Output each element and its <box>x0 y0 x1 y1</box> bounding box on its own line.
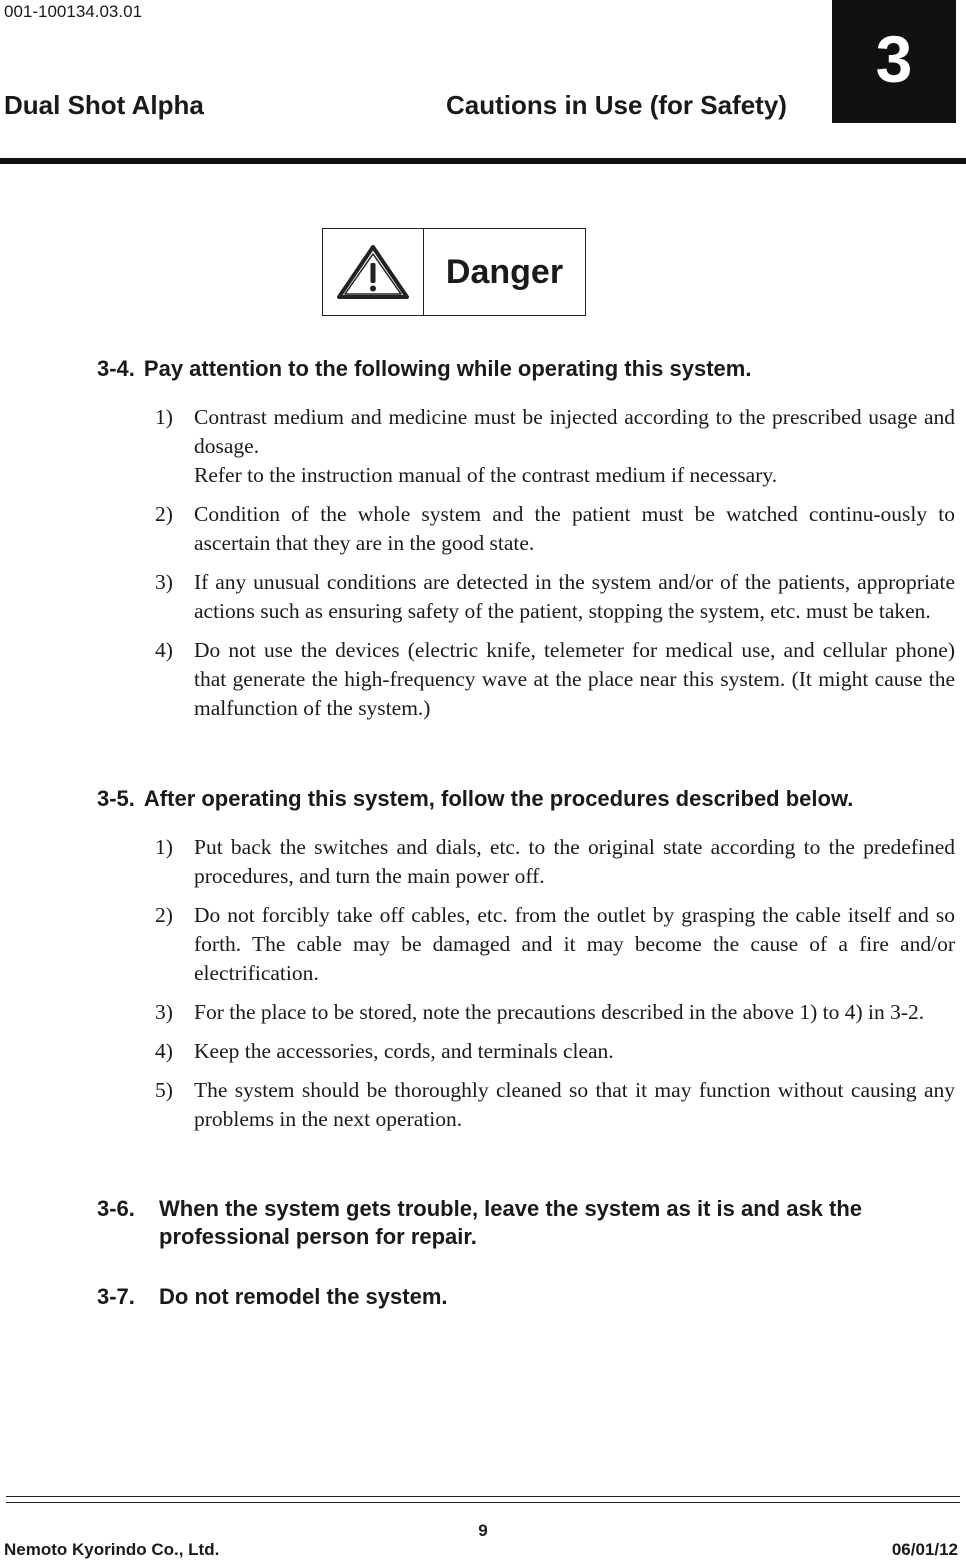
section-title: After operating this system, follow the procedures described below. <box>143 786 854 811</box>
section-title: Do not remodel the system. <box>159 1284 448 1309</box>
header-rule <box>0 158 966 164</box>
item-text: The system should be thoroughly cleaned so that it may function without causing any problems in the next operation. <box>194 1078 955 1131</box>
chapter-title: Cautions in Use (for Safety) <box>446 90 787 120</box>
list-item <box>155 833 955 891</box>
list-item <box>155 403 955 490</box>
company-name: Nemoto Kyorindo Co., Ltd. <box>4 1540 220 1559</box>
danger-callout <box>322 228 586 316</box>
section-heading-3-5 <box>97 785 955 813</box>
section-number: 3-7. <box>97 1284 135 1309</box>
item-note: Refer to the instruction manual of the contrast medium if necessary. <box>194 463 778 487</box>
list-item <box>155 998 955 1027</box>
item-number: 3) <box>155 1000 173 1024</box>
section-title: When the system gets trouble, leave the system as it is and ask the professional person for repair. <box>159 1196 863 1249</box>
item-number: 1) <box>155 835 173 859</box>
item-text: Keep the accessories, cords, and terminals clean. <box>194 1039 614 1063</box>
item-number: 4) <box>155 1039 173 1063</box>
item-text: If any unusual conditions are detected in the system and/or of the patients, appropriate actions such as ensuring safety of the patient, stopping the system, etc. must be taken. <box>194 570 955 623</box>
footer-rule <box>6 1502 960 1503</box>
section-number: 3-4. <box>97 356 135 381</box>
section-number: 3-6. <box>97 1196 135 1221</box>
list-item <box>155 568 955 626</box>
section-title: Pay attention to the following while operating this system. <box>143 356 752 381</box>
danger-label: Danger <box>445 252 564 291</box>
section-3-5-list <box>155 833 955 1144</box>
document-date: 06/01/12 <box>891 1540 958 1559</box>
section-heading-3-6 <box>97 1195 955 1251</box>
list-item <box>155 1037 955 1066</box>
item-number: 2) <box>155 502 173 526</box>
item-number: 5) <box>155 1078 173 1102</box>
footer-rule <box>6 1496 960 1497</box>
item-number: 4) <box>155 638 173 662</box>
list-item <box>155 500 955 558</box>
item-text: For the place to be stored, note the precautions described in the above 1) to 4) in 3-2. <box>194 1000 925 1024</box>
list-item <box>155 901 955 988</box>
item-number: 1) <box>155 405 173 429</box>
item-text: Do not use the devices (electric knife, telemeter for medical use, and cellular phone) that generate the high-frequency wave at the place near this system. (It might cause the malfunction of the system.) <box>194 638 955 720</box>
section-heading-3-4 <box>97 355 955 383</box>
item-number: 2) <box>155 903 173 927</box>
warning-triangle-icon <box>323 229 424 315</box>
list-item <box>155 1076 955 1134</box>
chapter-number-badge: 3 <box>832 0 956 123</box>
item-text: Condition of the whole system and the patient must be watched continu-ously to ascertain that they are in the good state. <box>194 502 955 555</box>
item-number: 3) <box>155 570 173 594</box>
section-number: 3-5. <box>97 786 135 811</box>
item-text: Do not forcibly take off cables, etc. from the outlet by grasping the cable itself and so forth. The cable may be damaged and it may become the cause of a fire and/or electrification. <box>194 903 955 985</box>
document-id: 001-100134.03.01 <box>4 2 143 21</box>
section-3-4-list <box>155 403 955 733</box>
product-name: Dual Shot Alpha <box>4 90 204 120</box>
item-text: Put back the switches and dials, etc. to the original state according to the predefined procedures, and turn the main power off. <box>194 835 955 888</box>
list-item <box>155 636 955 723</box>
item-text: Contrast medium and medicine must be injected according to the prescribed usage and dosage. <box>194 405 955 458</box>
section-heading-3-7 <box>97 1283 955 1311</box>
page-number: 9 <box>478 1521 488 1540</box>
